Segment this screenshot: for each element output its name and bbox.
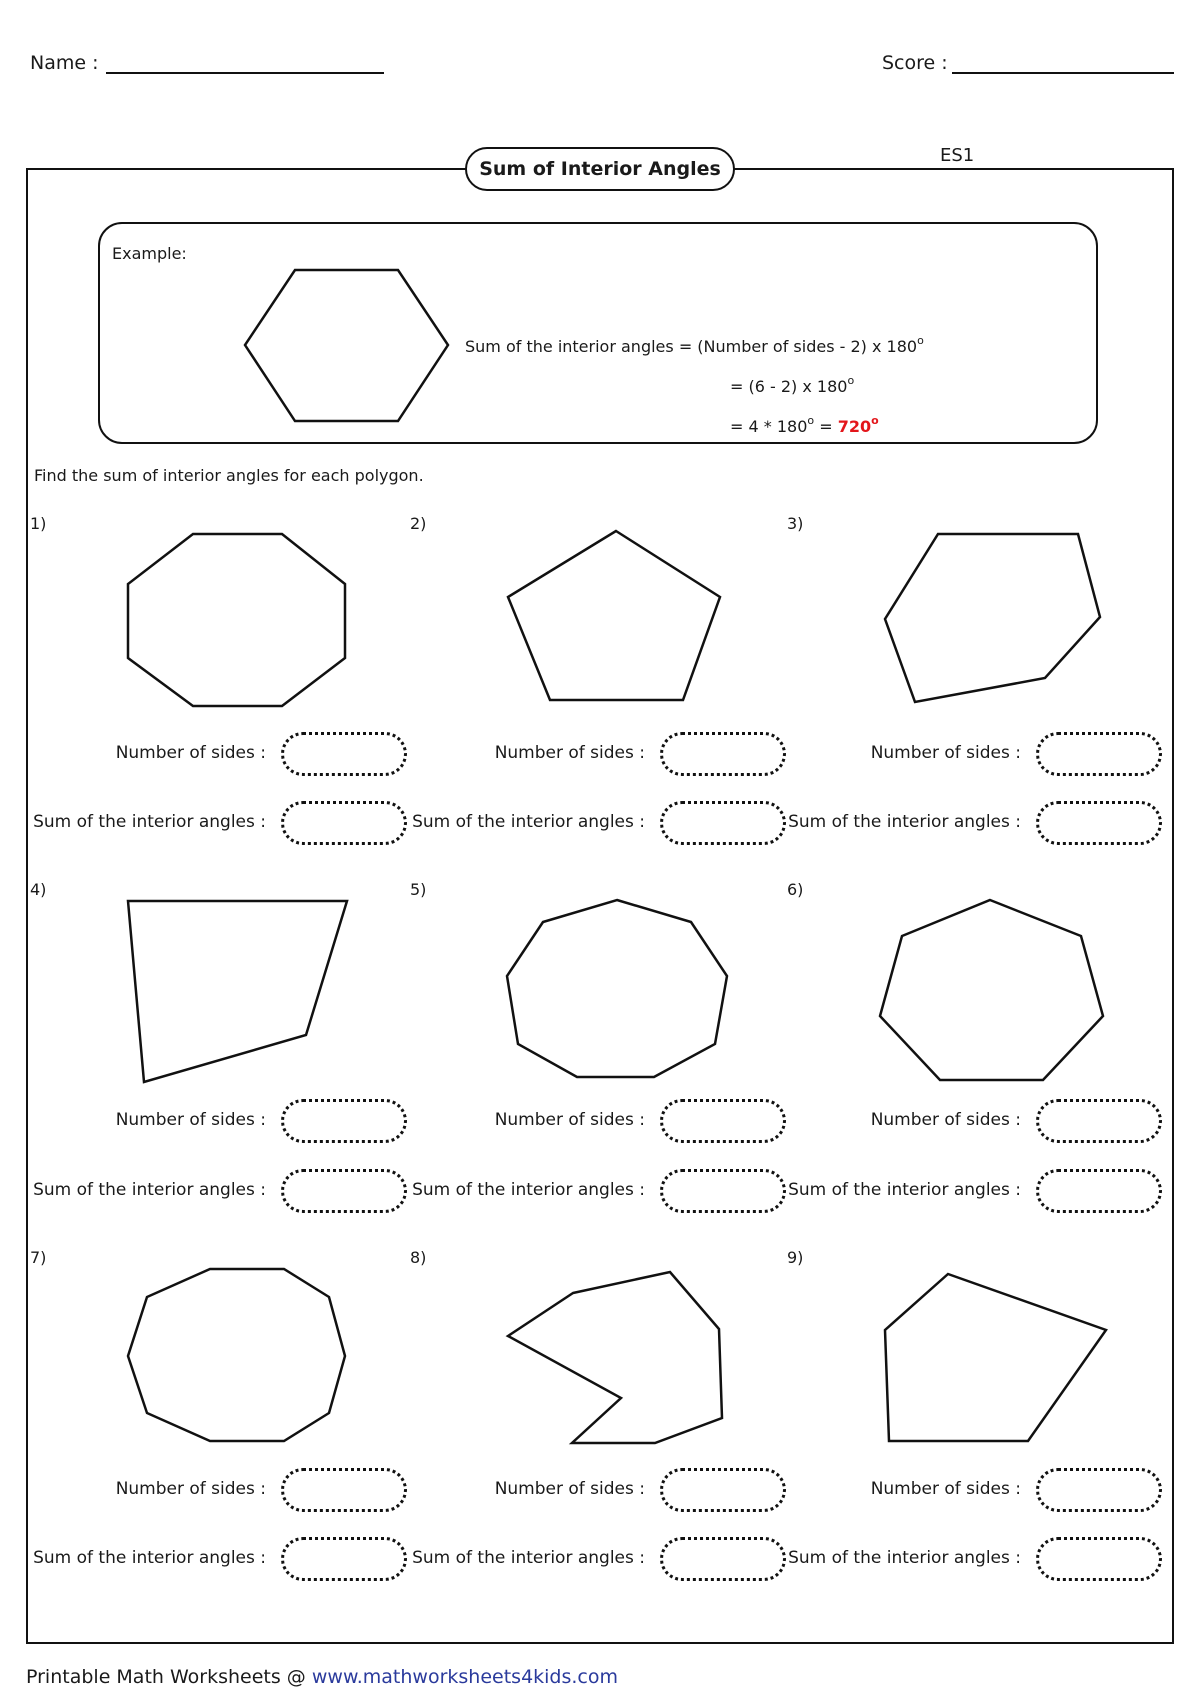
- question-number-9: 9): [787, 1248, 804, 1267]
- sides-answer-7[interactable]: [281, 1468, 407, 1512]
- example-label: Example:: [112, 244, 187, 263]
- sides-label-1: Number of sides :: [115, 743, 266, 763]
- sum-answer-9[interactable]: [1036, 1537, 1162, 1581]
- sum-label-7: Sum of the interior angles :: [33, 1548, 266, 1568]
- sides-answer-6[interactable]: [1036, 1099, 1162, 1143]
- sides-answer-3[interactable]: [1036, 732, 1162, 776]
- sum-answer-8[interactable]: [660, 1537, 786, 1581]
- sum-answer-3[interactable]: [1036, 801, 1162, 845]
- sum-label-1: Sum of the interior angles :: [33, 812, 266, 832]
- polygon-6-heptagon: [880, 900, 1103, 1080]
- worksheet-title: Sum of Interior Angles: [465, 147, 735, 191]
- degree-symbol: o: [917, 334, 924, 347]
- name-label: Name :: [30, 52, 99, 74]
- sides-label-3: Number of sides :: [870, 743, 1021, 763]
- sum-answer-1[interactable]: [281, 801, 407, 845]
- footer-link[interactable]: www.mathworksheets4kids.com: [311, 1666, 619, 1688]
- polygon-9-pentagon: [885, 1274, 1106, 1441]
- footer-text: Printable Math Worksheets @: [26, 1666, 312, 1688]
- sum-label-5: Sum of the interior angles :: [412, 1180, 645, 1200]
- worksheet-code: ES1: [940, 145, 975, 166]
- sum-label-6: Sum of the interior angles :: [788, 1180, 1021, 1200]
- sides-answer-1[interactable]: [281, 732, 407, 776]
- sides-answer-5[interactable]: [660, 1099, 786, 1143]
- example-step-text: = (6 - 2) x 180: [730, 377, 848, 396]
- sides-label-9: Number of sides :: [870, 1479, 1021, 1499]
- question-number-1: 1): [30, 514, 47, 533]
- sum-label-3: Sum of the interior angles :: [788, 812, 1021, 832]
- question-number-3: 3): [787, 514, 804, 533]
- sum-answer-4[interactable]: [281, 1169, 407, 1213]
- instructions: Find the sum of interior angles for each polygon.: [34, 466, 424, 485]
- sides-answer-4[interactable]: [281, 1099, 407, 1143]
- sum-label-8: Sum of the interior angles :: [412, 1548, 645, 1568]
- polygon-3-hexagon: [885, 534, 1100, 702]
- example-formula-text: Sum of the interior angles = (Number of sides - 2) x 180: [465, 337, 918, 356]
- polygon-7-decagon: [128, 1269, 345, 1441]
- sum-label-2: Sum of the interior angles :: [412, 812, 645, 832]
- sum-answer-7[interactable]: [281, 1537, 407, 1581]
- question-number-8: 8): [410, 1248, 427, 1267]
- footer: [26, 1666, 618, 1688]
- polygon-2-pentagon: [508, 531, 720, 700]
- example-equals: =: [814, 417, 838, 436]
- degree-symbol: o: [847, 374, 855, 387]
- polygon-4-quadrilateral: [128, 901, 347, 1082]
- question-number-5: 5): [410, 880, 427, 899]
- sides-answer-2[interactable]: [660, 732, 786, 776]
- sides-label-4: Number of sides :: [115, 1110, 266, 1130]
- score-label: Score :: [882, 52, 948, 74]
- sum-answer-6[interactable]: [1036, 1169, 1162, 1213]
- sum-label-4: Sum of the interior angles :: [33, 1180, 266, 1200]
- polygon-5-nonagon: [507, 900, 727, 1077]
- sides-label-8: Number of sides :: [494, 1479, 645, 1499]
- example-result-text: = 4 * 180: [730, 417, 808, 436]
- question-number-6: 6): [787, 880, 804, 899]
- question-number-4: 4): [30, 880, 47, 899]
- degree-symbol: o: [807, 414, 815, 427]
- sum-answer-2[interactable]: [660, 801, 786, 845]
- sides-label-7: Number of sides :: [115, 1479, 266, 1499]
- polygon-1-octagon: [128, 534, 345, 706]
- sum-answer-5[interactable]: [660, 1169, 786, 1213]
- sides-label-5: Number of sides :: [494, 1110, 645, 1130]
- question-number-2: 2): [410, 514, 427, 533]
- sides-answer-9[interactable]: [1036, 1468, 1162, 1512]
- sides-label-6: Number of sides :: [870, 1110, 1021, 1130]
- question-number-7: 7): [30, 1248, 47, 1267]
- example-answer: 720: [837, 417, 872, 436]
- sides-answer-8[interactable]: [660, 1468, 786, 1512]
- sides-label-2: Number of sides :: [494, 743, 645, 763]
- sum-label-9: Sum of the interior angles :: [788, 1548, 1021, 1568]
- answer-degree-symbol: o: [871, 414, 879, 427]
- polygon-8-concave-octagon: [508, 1272, 722, 1443]
